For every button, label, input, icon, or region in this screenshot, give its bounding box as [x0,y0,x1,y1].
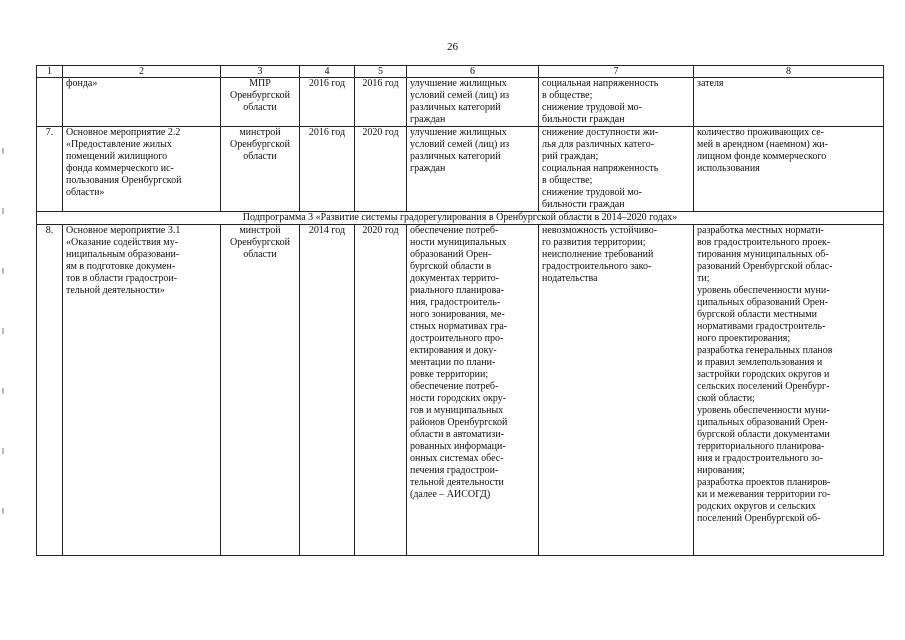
margin-mark [2,268,4,274]
column-number: 6 [407,66,539,78]
end-year: 2016 год [355,78,407,127]
end-year: 2020 год [355,225,407,556]
column-number: 8 [694,66,884,78]
row-number [37,78,63,127]
page-number: 26 [447,41,458,53]
column-number: 1 [37,66,63,78]
executor: минстрой Оренбургской области [221,225,300,556]
margin-mark [2,148,4,154]
indicator-link: разработка местных нормати- вов градостроительного проек- тирования муниципальных об- разований Оренбургской облас- ти; уровень обеспеченности муни- ципальных образований Орен- бургской области местными нормативами градостроитель- ного проектирования; разработка генеральных планов и правил землепользования и застройки городских округов и сельских поселений Оренбург- ской области; уровень обеспеченности муни- ципальных образований Орен- бургской области документами территориального планирова- ния и градостроительного зо- нирования; разработка проектов планиров- ки и межевания территории го- родских округов и сельских поселений Оренбургской об- [694,225,884,556]
non-implementation-consequences: социальная напряженность в обществе; снижение трудовой мо- бильности граждан [539,78,694,127]
executor: минстрой Оренбургской области [221,127,300,212]
non-implementation-consequences: невозможность устойчиво- го развития территории; неисполнение требований градостроительного зако- нодательства [539,225,694,556]
subprogram-title: Подпрограмма 3 «Развитие системы градорегулирования в Оренбургской области в 2014–2020 годах» [37,212,884,225]
margin-mark [2,508,4,514]
measures-table [36,65,884,556]
column-number: 4 [300,66,355,78]
margin-mark [2,328,4,334]
subprogram-row [37,212,884,225]
column-number: 2 [63,66,221,78]
table-row [37,78,884,127]
row-number: 7. [37,127,63,212]
column-number: 3 [221,66,300,78]
non-implementation-consequences: снижение доступности жи- лья для различных катего- рий граждан; социальная напряженность в обществе; снижение трудовой мо- бильности граждан [539,127,694,212]
measure-name: фонда» [63,78,221,127]
start-year: 2016 год [300,127,355,212]
start-year: 2016 год [300,78,355,127]
margin-mark [2,448,4,454]
measure-name: Основное мероприятие 2.2 «Предоставление жилых помещений жилищного фонда коммерческого ис- пользования Оренбургской области» [63,127,221,212]
start-year: 2014 год [300,225,355,556]
margin-mark [2,388,4,394]
table-row [37,127,884,212]
expected-result: улучшение жилищных условий семей (лиц) из различных категорий граждан [407,127,539,212]
executor: МПР Оренбургской области [221,78,300,127]
margin-mark [2,208,4,214]
table-row [37,225,884,556]
measure-name: Основное мероприятие 3.1 «Оказание содействия му- ниципальным образовани- ям в подготовке докумен- тов в области градострои- тельной деятельности» [63,225,221,556]
expected-result: обеспечение потреб- ности муниципальных образований Орен- бургской области в документах террито- риального планирова- ния, градостроитель- ного зонирования, ме- стных нормативах гра- достроительного про- ектирования и доку- ментации по плани- ровке территории; обеспечение потреб- ности городских окру- гов и муниципальных районов Оренбургской области в автоматизи- рованных информаци- онных системах обес- печения градострои- тельной деятельности (далее – АИСОГД) [407,225,539,556]
expected-result: улучшение жилищных условий семей (лиц) из различных категорий граждан [407,78,539,127]
column-number: 7 [539,66,694,78]
end-year: 2020 год [355,127,407,212]
indicator-link: зателя [694,78,884,127]
column-number-row [37,66,884,78]
column-number: 5 [355,66,407,78]
indicator-link: количество проживающих се- мей в арендном (наемном) жи- лищном фонде коммерческого использования [694,127,884,212]
row-number: 8. [37,225,63,556]
